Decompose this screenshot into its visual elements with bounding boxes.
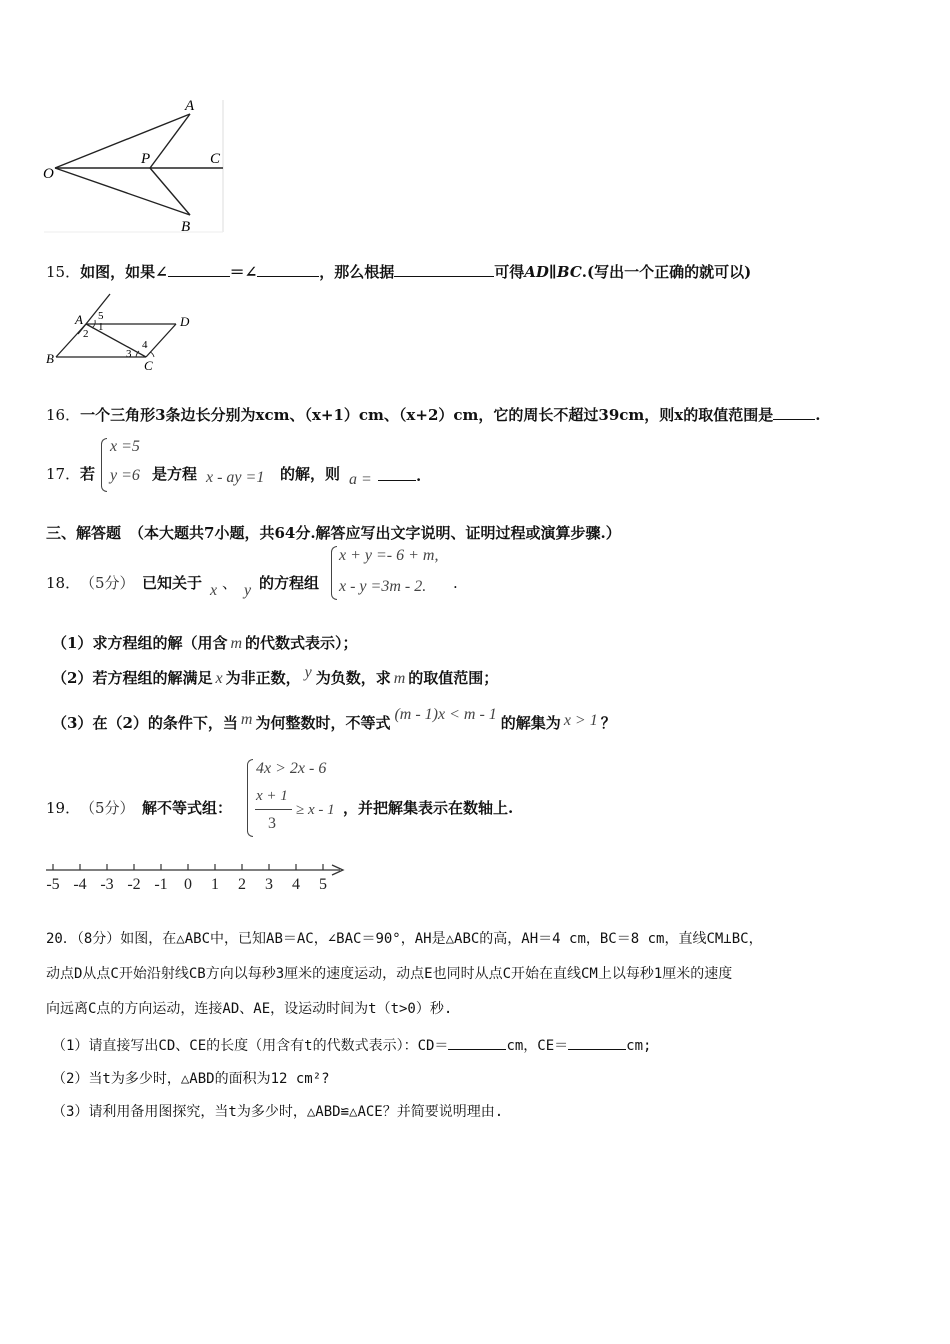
- q18-p3-sol: x > 1: [563, 712, 598, 729]
- figure-angle-opb: [40, 92, 230, 237]
- q19-frac-bar: [255, 809, 292, 810]
- q15-text-post: 可得: [494, 263, 525, 281]
- q15-ad-bc: AD∥BC: [524, 263, 582, 281]
- q15-text-mid: ，那么根据: [319, 263, 395, 281]
- label-b: B: [181, 219, 191, 235]
- q20-line-1: 如图，在△ABC中，已知AB＝AC，∠BAC＝90°，AH是△ABC的高，AH＝4 cm，BC＝8 cm，直线CM⊥BC，: [120, 931, 763, 947]
- label-c: C: [144, 358, 153, 373]
- label-a: A: [75, 312, 83, 327]
- number-line-label: -4: [73, 876, 87, 893]
- question-15: [46, 261, 751, 282]
- q16-text: 一个三角形3条边长分别为xcm、（x+1）cm、（x+2）cm，它的周长不超过39cm，则x的取值范围是: [80, 406, 774, 424]
- q15-text-end: .(写出一个正确的就可以): [581, 263, 752, 281]
- q18-eq1: x + y =- 6 + m,: [339, 547, 439, 564]
- q18-p2-y: y: [304, 664, 312, 681]
- q19-pre: 解不等式组：: [142, 799, 233, 817]
- q18-part-1: [52, 632, 358, 653]
- q18-p3-text-c: 的解集为: [500, 714, 561, 732]
- q20-p2-text: 当t为多少时，△ABD的面积为12 cm²?: [88, 1071, 330, 1087]
- q17-equation: x - ay =1: [206, 469, 265, 486]
- q18-p2-text-a: 若方程组的解满足: [92, 669, 213, 687]
- q20-p1-unit2: cm;: [626, 1038, 652, 1054]
- q18-p3-m: m: [240, 711, 253, 728]
- q18-p2-m: m: [393, 670, 406, 687]
- diagonal-ac: [86, 324, 146, 357]
- number-line-label: 4: [292, 876, 300, 893]
- q15-blank-3[interactable]: [394, 262, 494, 277]
- q17-eq2: y =6: [110, 467, 140, 484]
- q18-p3-text-b: 为何整数时，不等式: [255, 714, 391, 732]
- q17-number: 17．: [46, 465, 81, 483]
- q20-p1-text-a: 请直接写出CD、CE的长度（用含有t的代数式表示）：CD＝: [88, 1038, 449, 1054]
- q17-system-brace: [101, 438, 107, 492]
- q15-blank-2[interactable]: [257, 262, 319, 277]
- q19-ineq2-rhs: ≥ x - 1: [296, 802, 335, 818]
- q18-p1-label: （1）: [52, 634, 93, 652]
- number-line[interactable]: [40, 858, 360, 898]
- number-line-label: 3: [265, 876, 273, 893]
- section-3-note: （本大题共7小题，共64分.解答应写出文字说明、证明过程或演算步骤.）: [129, 524, 621, 542]
- q18-p1-text-b: 的代数式表示）；: [245, 634, 358, 652]
- number-line-label: -2: [127, 876, 141, 893]
- label-p: P: [141, 151, 151, 167]
- q18-number: 18．: [46, 574, 81, 592]
- q18-part-3: [52, 706, 616, 733]
- number-line-label: -3: [100, 876, 114, 893]
- q15-text-pre: 如图，如果∠: [80, 263, 168, 281]
- question-20-line-1: [46, 928, 763, 948]
- q18-part-2: [52, 664, 499, 688]
- q16-end: .: [815, 406, 821, 424]
- question-16: [46, 404, 820, 425]
- number-line-label: -5: [46, 876, 60, 893]
- q18-p2-text-c: 为负数，求: [315, 669, 391, 687]
- q17-eq1: x =5: [110, 438, 140, 455]
- q20-number: 20．: [46, 931, 77, 947]
- q20-p3-label: （3）: [52, 1104, 89, 1120]
- q18-p2-x: x: [215, 670, 223, 687]
- q18-y: y: [244, 582, 252, 599]
- q16-blank[interactable]: [773, 405, 815, 420]
- q19-post: ，并把解集表示在数轴上.: [343, 799, 514, 817]
- q18-score: （5分）: [80, 574, 135, 592]
- label-3: 3: [126, 348, 132, 360]
- q20-score: （8分）: [76, 931, 121, 947]
- q18-x: x: [210, 582, 218, 599]
- q17-post: 的解，则: [280, 465, 341, 483]
- q17-blank[interactable]: [378, 466, 416, 481]
- number-line-label: 0: [184, 876, 192, 893]
- q19-system-brace: [247, 759, 253, 837]
- q20-p1-label: （1）: [52, 1038, 89, 1054]
- q18-p1-text-a: 求方程组的解（用含: [92, 634, 228, 652]
- q17-mid: 是方程: [152, 465, 198, 483]
- label-d: D: [180, 314, 190, 329]
- q18-sep: 、: [222, 574, 238, 592]
- q18-p2-label: （2）: [52, 669, 93, 687]
- q17-answer: [378, 466, 421, 485]
- q19-number: 19．: [46, 799, 81, 817]
- q20-cd-blank[interactable]: [448, 1035, 506, 1050]
- q20-part-3: [52, 1101, 503, 1121]
- q15-number: 15．: [46, 263, 81, 281]
- q19-frac-den: 3: [268, 815, 276, 832]
- q18-p1-m: m: [230, 635, 243, 652]
- q16-number: 16．: [46, 406, 81, 424]
- label-4: 4: [142, 339, 148, 351]
- label-5: 5: [98, 310, 104, 322]
- label-o: O: [43, 166, 54, 182]
- label-2: 2: [83, 328, 89, 340]
- label-b: B: [46, 351, 54, 366]
- q18-pre: 已知关于: [142, 574, 203, 592]
- number-line-label: 2: [238, 876, 246, 893]
- q20-p1-unit1: cm，CE＝: [506, 1038, 569, 1054]
- q19-score: （5分）: [80, 799, 135, 817]
- q20-p3-text: 请利用备用图探究，当t为多少时，△ABD≌△ACE？并简要说明理由.: [88, 1104, 504, 1120]
- label-c: C: [210, 151, 221, 167]
- q15-text-eq: ＝∠: [229, 263, 258, 281]
- q18-p3-text-d: ？: [600, 714, 616, 732]
- q18-p2-text-b: 为非正数，: [225, 669, 301, 687]
- q18-eq2: x - y =3m - 2.: [339, 578, 427, 595]
- q19-ineq1: 4x > 2x - 6: [256, 760, 327, 777]
- q17-ruo: 若: [80, 465, 96, 483]
- label-a: A: [185, 98, 195, 114]
- q18-post: 的方程组: [259, 574, 320, 592]
- number-line-label: -1: [154, 876, 168, 893]
- q20-part-1: [52, 1035, 651, 1055]
- q20-line-2: 动点D从点C开始沿射线CB方向以每秒3厘米的速度运动，动点E也同时从点C开始在直线CM上以每秒1厘米的速度: [46, 966, 733, 982]
- q18-p2-text-d: 的取值范围；: [408, 669, 499, 687]
- q17-end: .: [416, 467, 422, 485]
- q18-p3-ineq: (m - 1)x < m - 1: [394, 706, 497, 723]
- q18-p3-label: （3）: [52, 714, 93, 732]
- section-3-title: 三、解答题: [46, 524, 122, 542]
- number-line-label: 1: [211, 876, 219, 893]
- q20-p2-label: （2）: [52, 1071, 89, 1087]
- q20-ce-blank[interactable]: [568, 1035, 626, 1050]
- q18-p3-text-a: 在（2）的条件下，当: [92, 714, 238, 732]
- q18-dot: ·: [453, 578, 458, 596]
- q18-system-brace: [331, 546, 337, 600]
- q17-a-eq: a =: [349, 471, 372, 488]
- number-line-label: 5: [319, 876, 327, 893]
- section-3-heading: [46, 522, 621, 543]
- q20-part-2: [52, 1068, 330, 1088]
- figure-trapezoid: [44, 290, 204, 375]
- q15-blank-1[interactable]: [168, 262, 230, 277]
- q19-frac-num: x + 1: [256, 788, 288, 804]
- q20-line-3: 向远离C点的方向运动，连接AD、AE，设运动时间为t（t>0）秒.: [46, 1001, 453, 1017]
- label-1: 1: [98, 321, 104, 333]
